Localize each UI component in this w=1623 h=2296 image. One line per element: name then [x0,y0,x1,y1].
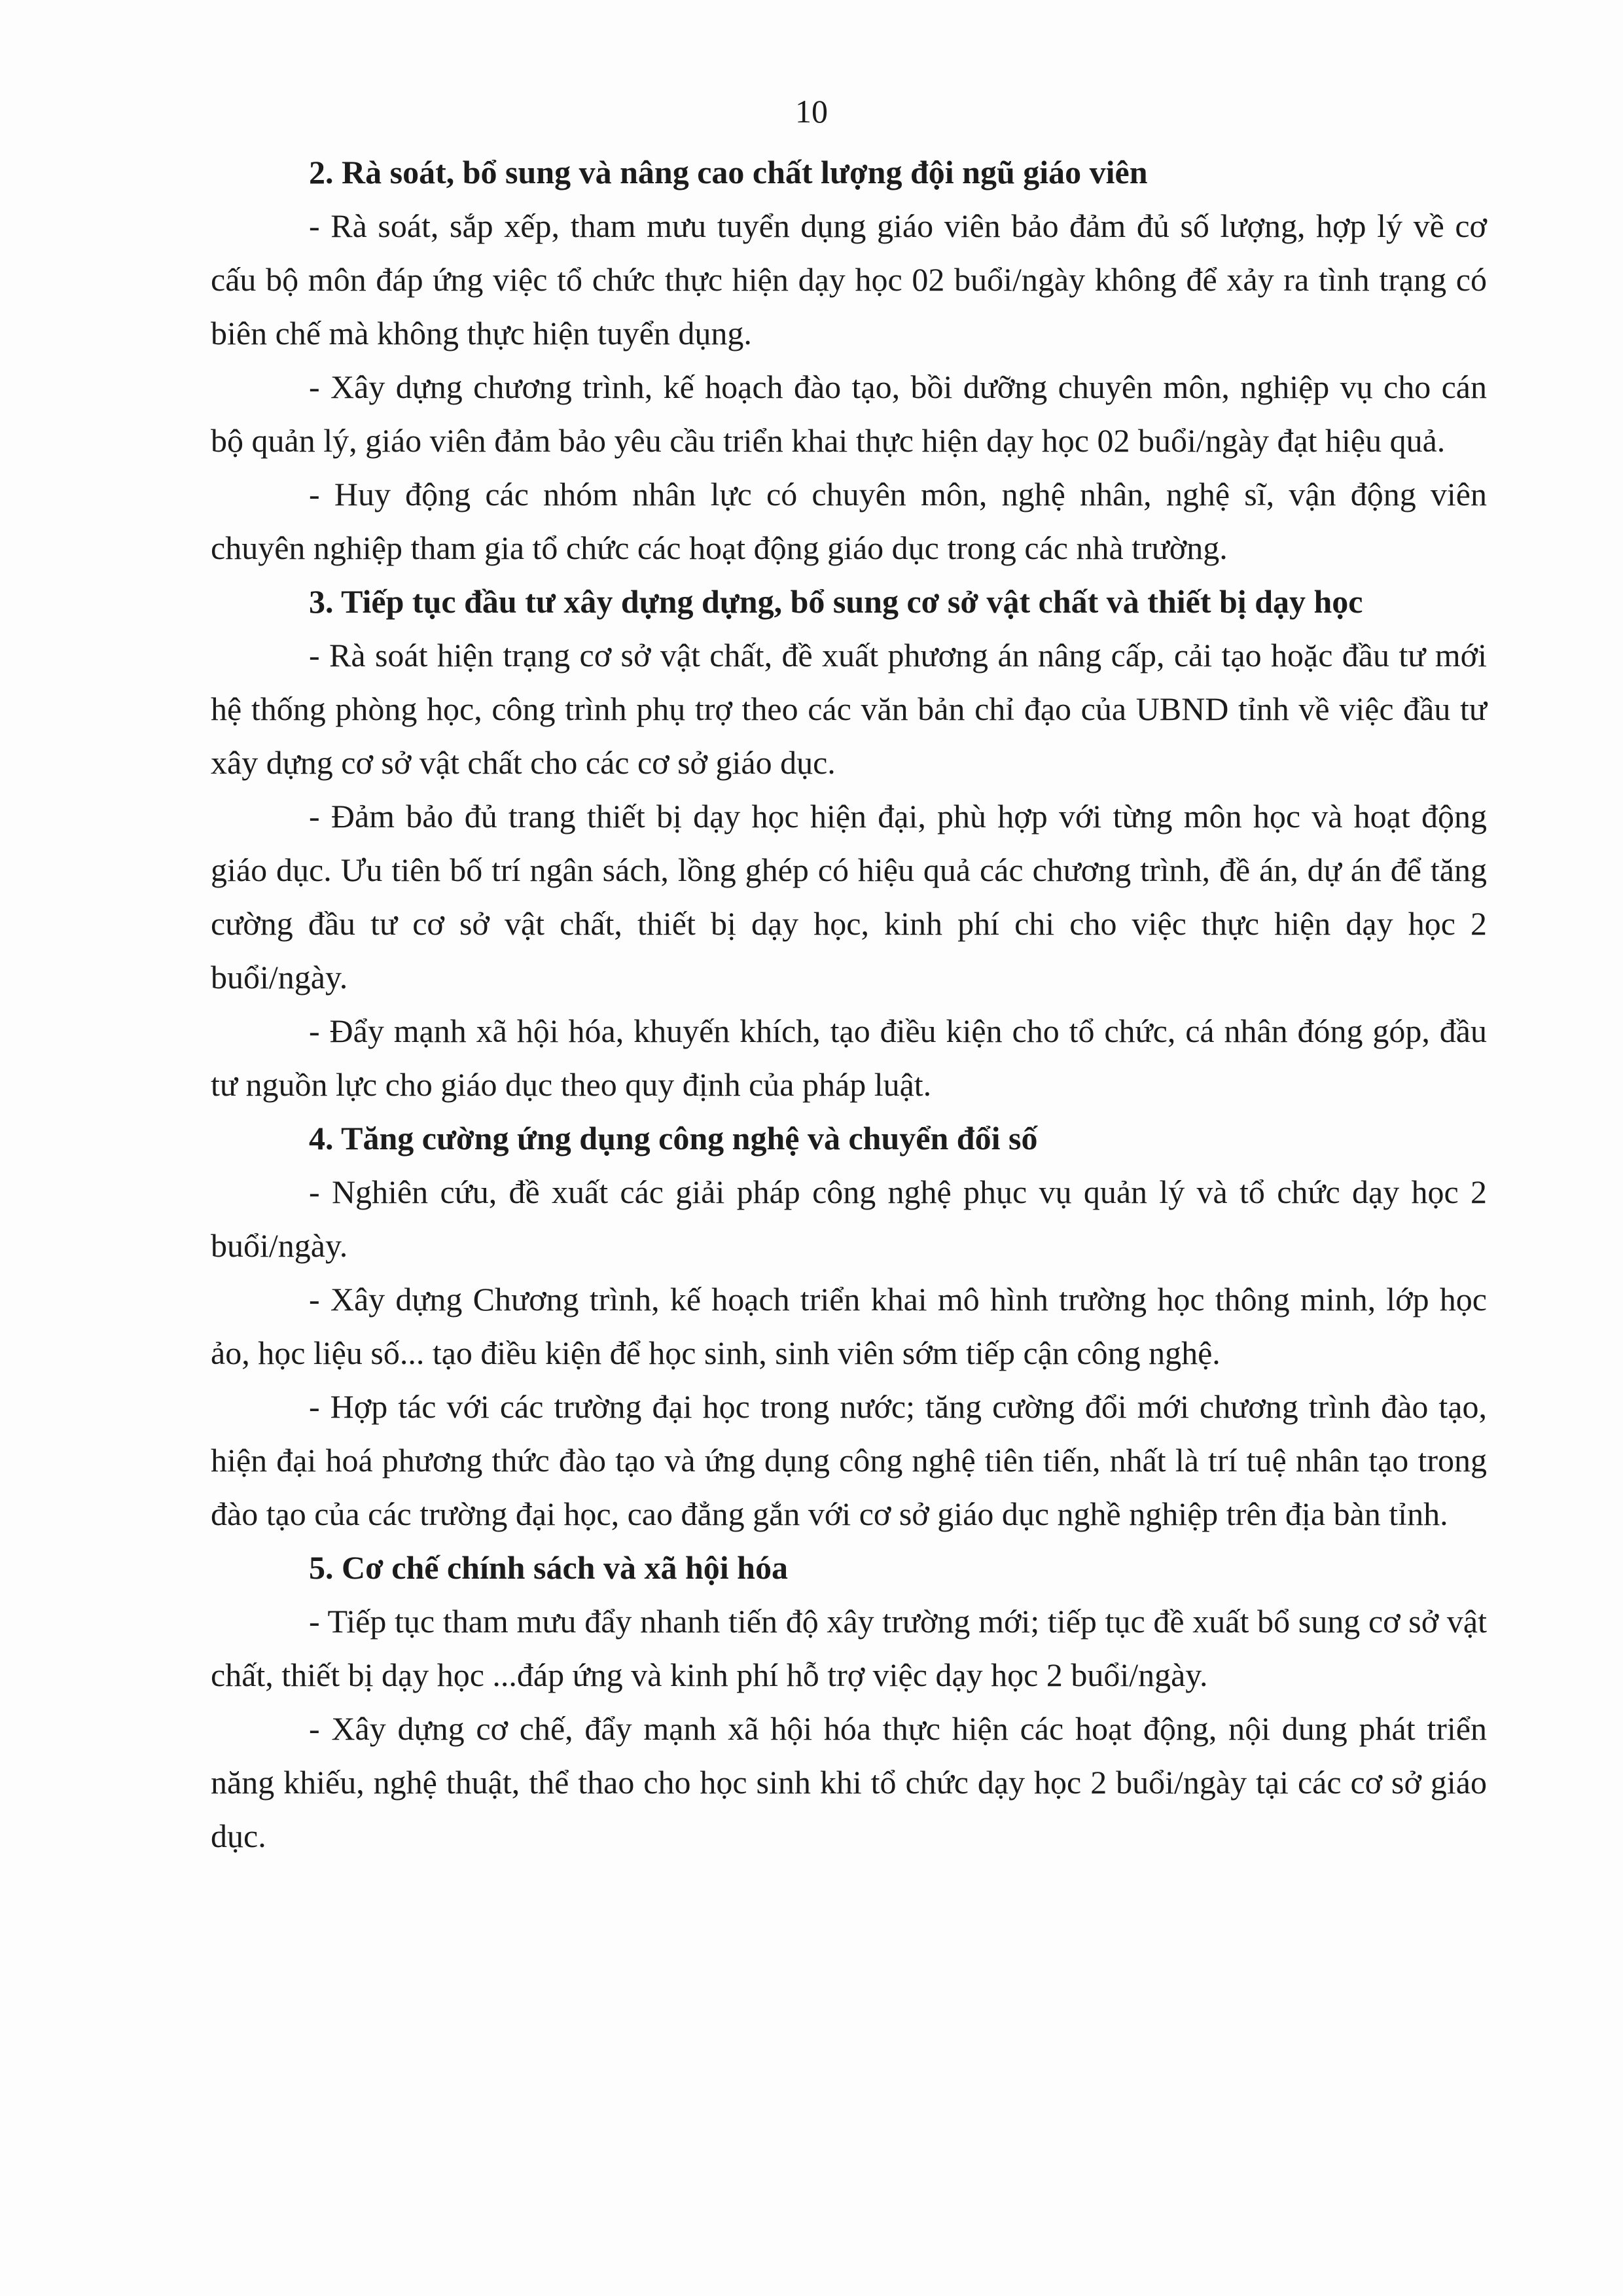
paragraph: - Xây dựng chương trình, kế hoạch đào tạo, bồi dưỡng chuyên môn, nghiệp vụ cho cán bộ quản lý, giáo viên đảm bảo yêu cầu triển khai thực hiện dạy học 02 buổi/ngày đạt hiệu quả. [211,368,1487,459]
section-3 [211,575,1487,1111]
page-number: 10 [795,93,828,130]
section-heading: 3. Tiếp tục đầu tư xây dựng dựng, bổ sung cơ sở vật chất và thiết bị dạy học [309,583,1363,620]
paragraph: - Xây dựng Chương trình, kế hoạch triển khai mô hình trường học thông minh, lớp học ảo, học liệu số... tạo điều kiện để học sinh, sinh viên sớm tiếp cận công nghệ. [211,1281,1487,1371]
paragraph: - Đảm bảo đủ trang thiết bị dạy học hiện đại, phù hợp với từng môn học và hoạt động giáo dục. Ưu tiên bố trí ngân sách, lồng ghép có hiệu quả các chương trình, đề án, dự án để tăng cường đầu tư cơ sở vật chất, thiết bị dạy học, kinh phí chi cho việc thực hiện dạy học 2 buổi/ngày. [211,798,1487,996]
section-heading: 2. Rà soát, bổ sung và nâng cao chất lượng đội ngũ giáo viên [309,154,1148,190]
paragraph: - Rà soát hiện trạng cơ sở vật chất, đề xuất phương án nâng cấp, cải tạo hoặc đầu tư mới hệ thống phòng học, công trình phụ trợ theo các văn bản chỉ đạo của UBND tỉnh về việc đầu tư xây dựng cơ sở vật chất cho các cơ sở giáo dục. [211,637,1487,781]
paragraph: - Đẩy mạnh xã hội hóa, khuyến khích, tạo điều kiện cho tổ chức, cá nhân đóng góp, đầu tư nguồn lực cho giáo dục theo quy định của pháp luật. [211,1013,1487,1103]
section-5 [211,1541,1487,1863]
paragraph: - Rà soát, sắp xếp, tham mưu tuyển dụng giáo viên bảo đảm đủ số lượng, hợp lý về cơ cấu bộ môn đáp ứng việc tổ chức thực hiện dạy học 02 buổi/ngày không để xảy ra tình trạng có biên chế mà không thực hiện tuyển dụng. [211,207,1487,351]
paragraph: - Tiếp tục tham mưu đẩy nhanh tiến độ xây trường mới; tiếp tục đề xuất bổ sung cơ sở vật chất, thiết bị dạy học ...đáp ứng và kinh phí hỗ trợ việc dạy học 2 buổi/ngày. [211,1603,1487,1693]
paragraph: - Huy động các nhóm nhân lực có chuyên môn, nghệ nhân, nghệ sĩ, vận động viên chuyên nghiệp tham gia tổ chức các hoạt động giáo dục trong các nhà trường. [211,476,1487,566]
section-heading: 5. Cơ chế chính sách và xã hội hóa [309,1549,788,1586]
paragraph: - Hợp tác với các trường đại học trong nước; tăng cường đổi mới chương trình đào tạo, hiện đại hoá phương thức đào tạo và ứng dụng công nghệ tiên tiến, nhất là trí tuệ nhân tạo trong đào tạo của các trường đại học, cao đẳng gắn với cơ sở giáo dục nghề nghiệp trên địa bàn tỉnh. [211,1388,1487,1532]
document-body [211,145,1487,1863]
paragraph: - Nghiên cứu, đề xuất các giải pháp công nghệ phục vụ quản lý và tổ chức dạy học 2 buổi/ngày. [211,1174,1487,1264]
section-heading: 4. Tăng cường ứng dụng công nghệ và chuyển đổi số [309,1120,1038,1157]
section-4 [211,1111,1487,1541]
section-2 [211,145,1487,575]
paragraph: - Xây dựng cơ chế, đẩy mạnh xã hội hóa thực hiện các hoạt động, nội dung phát triển năng khiếu, nghệ thuật, thể thao cho học sinh khi tổ chức dạy học 2 buổi/ngày tại các cơ sở giáo dục. [211,1710,1487,1854]
